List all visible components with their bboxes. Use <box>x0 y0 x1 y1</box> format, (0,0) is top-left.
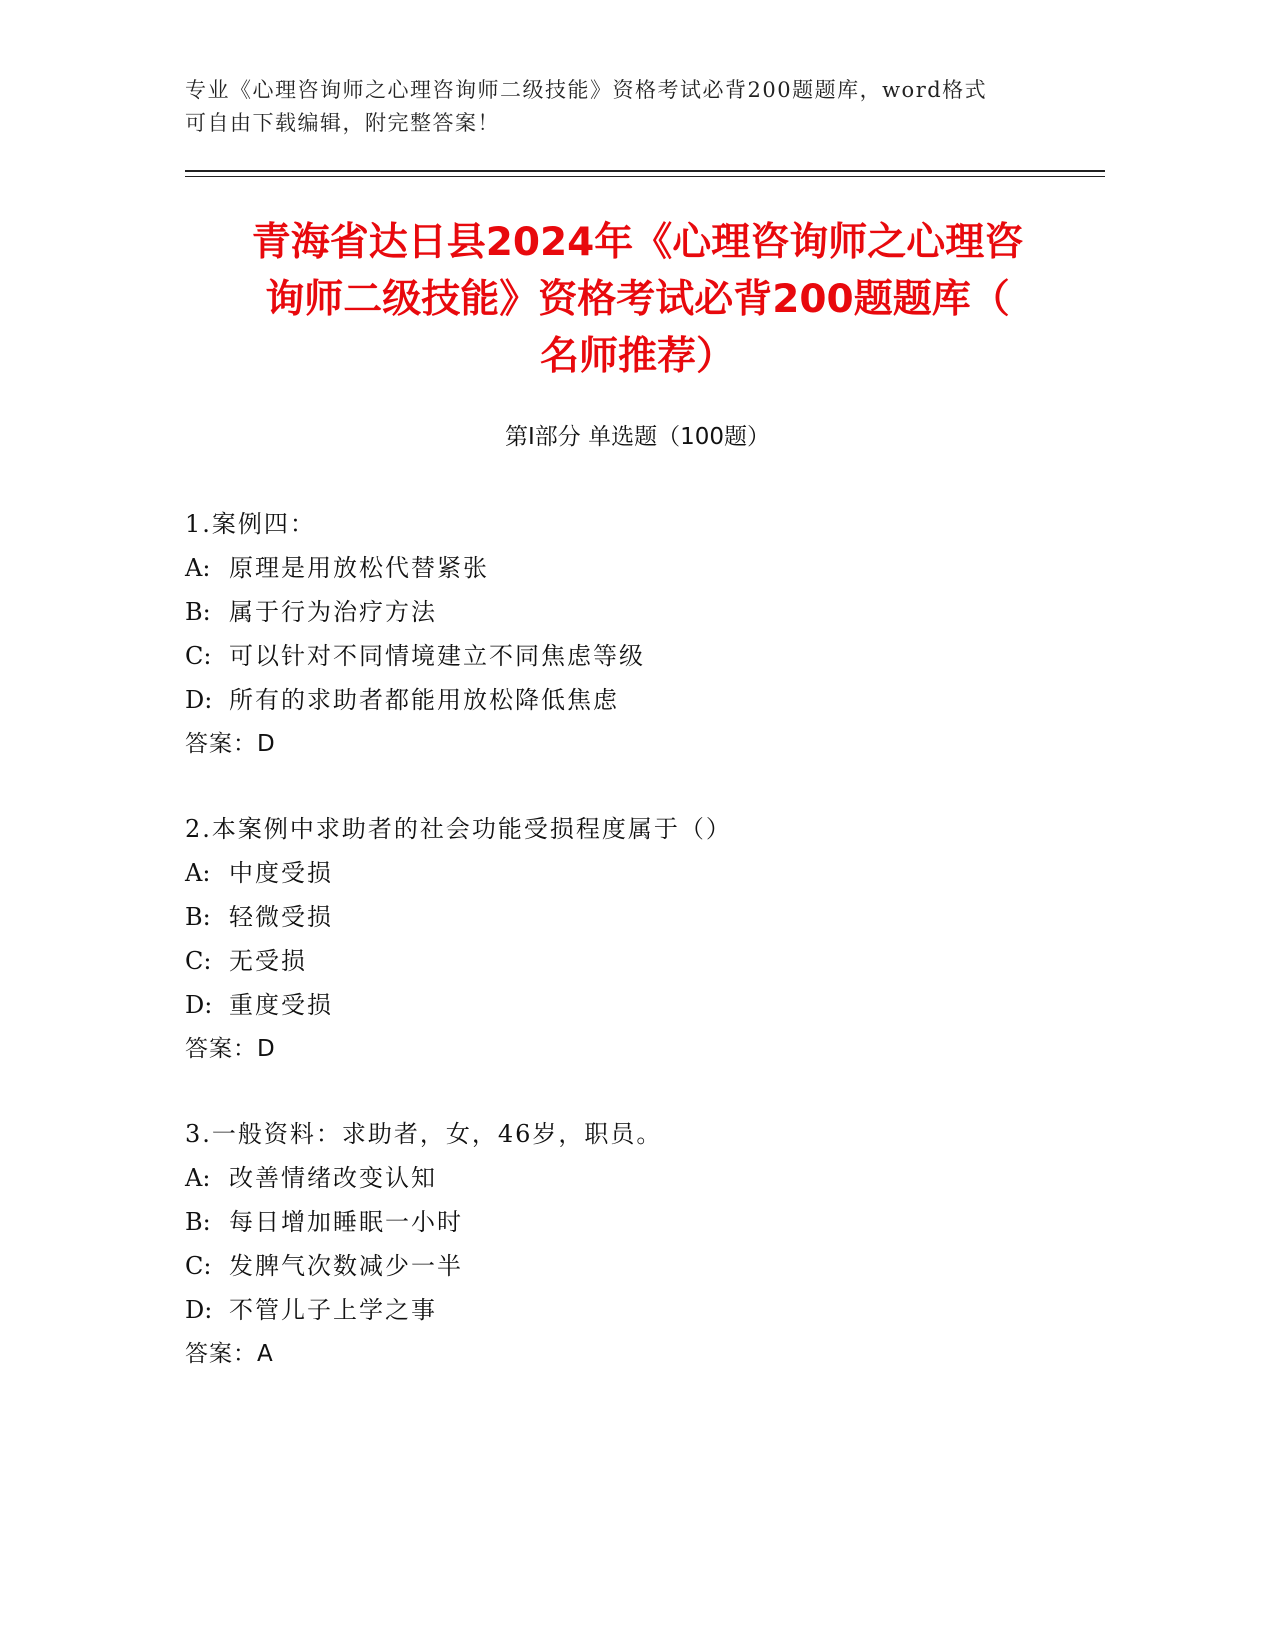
option-text: 每日增加睡眠一小时 <box>229 1208 463 1236</box>
option-key: B: <box>185 598 211 626</box>
option-key: A: <box>185 859 211 887</box>
question-2 <box>185 807 1085 1071</box>
document-title-line-1: 青海省达日县2024年《心理咨询师之心理咨 <box>251 220 1024 265</box>
option-key: C: <box>185 1252 212 1280</box>
option-c <box>185 634 1085 678</box>
option-d <box>185 678 1085 722</box>
document-title <box>160 214 1115 385</box>
option-text: 不管儿子上学之事 <box>229 1296 437 1324</box>
option-key: D: <box>185 686 213 714</box>
option-text: 无受损 <box>229 947 307 975</box>
answer-line: 答案：A <box>185 1341 274 1367</box>
header-note-line-2: 可自由下载编辑，附完整答案！ <box>185 111 500 135</box>
option-text: 轻微受损 <box>229 903 333 931</box>
option-key: A: <box>185 554 211 582</box>
option-key: C: <box>185 947 212 975</box>
question-stem: 1.案例四： <box>185 510 316 538</box>
option-key: B: <box>185 1208 211 1236</box>
answer-line: 答案：D <box>185 1036 276 1062</box>
header-divider-thin <box>185 176 1105 177</box>
option-key: A: <box>185 1164 211 1192</box>
option-a <box>185 851 1085 895</box>
option-b <box>185 590 1085 634</box>
question-stem: 2.本案例中求助者的社会功能受损程度属于（） <box>185 815 732 843</box>
option-text: 属于行为治疗方法 <box>229 598 437 626</box>
option-c <box>185 1244 1085 1288</box>
question-3 <box>185 1112 1085 1376</box>
option-key: B: <box>185 903 211 931</box>
document-title-line-2: 询师二级技能》资格考试必背200题题库（ <box>265 277 1010 322</box>
option-b <box>185 895 1085 939</box>
option-a <box>185 1156 1085 1200</box>
header-divider-thick <box>185 170 1105 172</box>
option-text: 中度受损 <box>229 859 333 887</box>
option-text: 所有的求助者都能用放松降低焦虑 <box>229 686 619 714</box>
option-c <box>185 939 1085 983</box>
question-stem: 3.一般资料：求助者，女，46岁，职员。 <box>185 1120 663 1148</box>
option-text: 原理是用放松代替紧张 <box>229 554 489 582</box>
option-text: 改善情绪改变认知 <box>229 1164 437 1192</box>
header-note <box>185 74 1085 140</box>
option-text: 重度受损 <box>229 991 333 1019</box>
answer-line: 答案：D <box>185 731 276 757</box>
option-key: D: <box>185 1296 213 1324</box>
option-a <box>185 546 1085 590</box>
header-note-line-1: 专业《心理咨询师之心理咨询师二级技能》资格考试必背200题题库，word格式 <box>185 78 988 102</box>
document-title-line-3: 名师推荐） <box>539 334 735 379</box>
option-d <box>185 1288 1085 1332</box>
option-key: D: <box>185 991 213 1019</box>
question-1 <box>185 502 1085 766</box>
option-key: C: <box>185 642 212 670</box>
option-text: 可以针对不同情境建立不同焦虑等级 <box>229 642 645 670</box>
section-title: 第Ⅰ部分 单选题（100题） <box>505 424 770 450</box>
option-text: 发脾气次数减少一半 <box>229 1252 463 1280</box>
option-b <box>185 1200 1085 1244</box>
option-d <box>185 983 1085 1027</box>
